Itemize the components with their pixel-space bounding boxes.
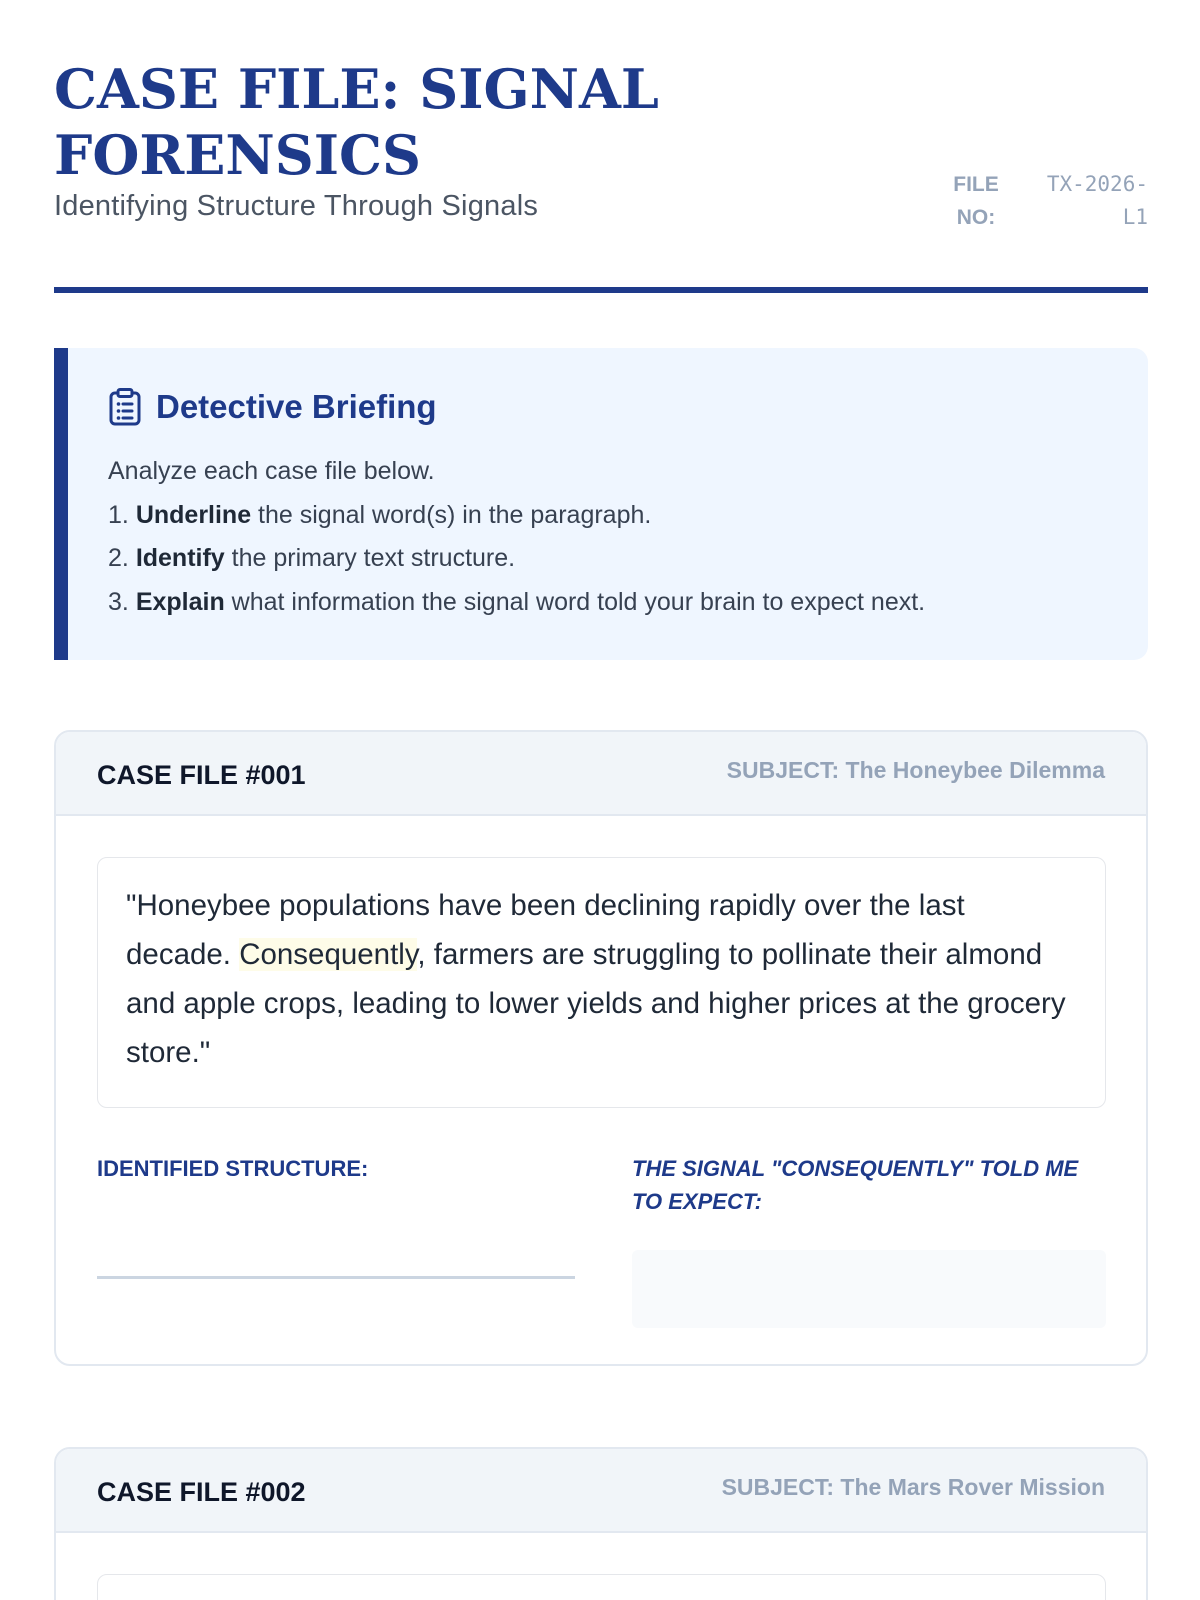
case-file-card bbox=[54, 730, 1148, 1366]
case-file-id: CASE FILE #001 bbox=[97, 759, 306, 790]
structure-label: IDENTIFIED STRUCTURE: bbox=[97, 1156, 369, 1181]
step-verb: Identify bbox=[135, 544, 225, 572]
briefing-heading bbox=[108, 388, 1108, 426]
case-excerpt bbox=[97, 1574, 1106, 1600]
file-number bbox=[946, 168, 1148, 234]
expectation-label: THE SIGNAL "CONSEQUENTLY" TOLD ME TO EXPECT: bbox=[632, 1156, 1079, 1214]
briefing-intro: Analyze each case file below. bbox=[108, 457, 435, 485]
signal-word-highlight: Consequently bbox=[239, 938, 418, 971]
briefing-step bbox=[108, 494, 1108, 538]
expectation-answer-box[interactable] bbox=[632, 1250, 1106, 1328]
case-file-card bbox=[54, 1447, 1148, 1600]
briefing-title: Detective Briefing bbox=[156, 388, 437, 425]
page-subtitle: Identifying Structure Through Signals bbox=[54, 190, 539, 222]
case-file-subject: SUBJECT: The Mars Rover Mission bbox=[721, 1473, 1105, 1500]
case-file-header bbox=[56, 732, 1146, 816]
step-text: the signal word(s) in the paragraph. bbox=[251, 500, 652, 529]
detective-briefing bbox=[54, 348, 1148, 660]
case-file-id: CASE FILE #002 bbox=[97, 1476, 306, 1507]
case-excerpt bbox=[97, 857, 1106, 1108]
step-text: what information the signal word told your brain to expect next. bbox=[224, 587, 926, 616]
case-file-subject: SUBJECT: The Honeybee Dilemma bbox=[726, 756, 1105, 783]
excerpt-text: "Honeybee populations have been declining rapidly over the last decade. bbox=[126, 889, 965, 971]
page-header bbox=[54, 56, 1148, 236]
step-verb: Underline bbox=[135, 500, 252, 529]
expectation-answer bbox=[632, 1152, 1106, 1328]
page-title: CASE FILE: SIGNAL FORENSICS bbox=[54, 57, 659, 187]
clipboard-icon bbox=[108, 388, 142, 426]
briefing-step bbox=[108, 581, 1108, 625]
step-number: 3. bbox=[108, 587, 129, 616]
case-file-header bbox=[56, 1449, 1146, 1533]
step-number: 1. bbox=[108, 500, 129, 529]
file-number-label: FILE NO: bbox=[953, 173, 999, 229]
step-number: 2. bbox=[108, 544, 129, 572]
excerpt-text: , farmers are struggling to pollinate their almond and apple crops, leading to lower yields and higher prices at the grocery store." bbox=[126, 938, 1066, 1069]
step-verb: Explain bbox=[135, 587, 225, 616]
briefing-step bbox=[108, 537, 1108, 581]
file-number-value: TX-2026-L1 bbox=[1046, 172, 1148, 229]
structure-answer-line[interactable] bbox=[97, 1276, 575, 1279]
header-divider bbox=[54, 287, 1148, 293]
step-text: the primary text structure. bbox=[224, 544, 516, 572]
structure-answer bbox=[97, 1152, 575, 1185]
